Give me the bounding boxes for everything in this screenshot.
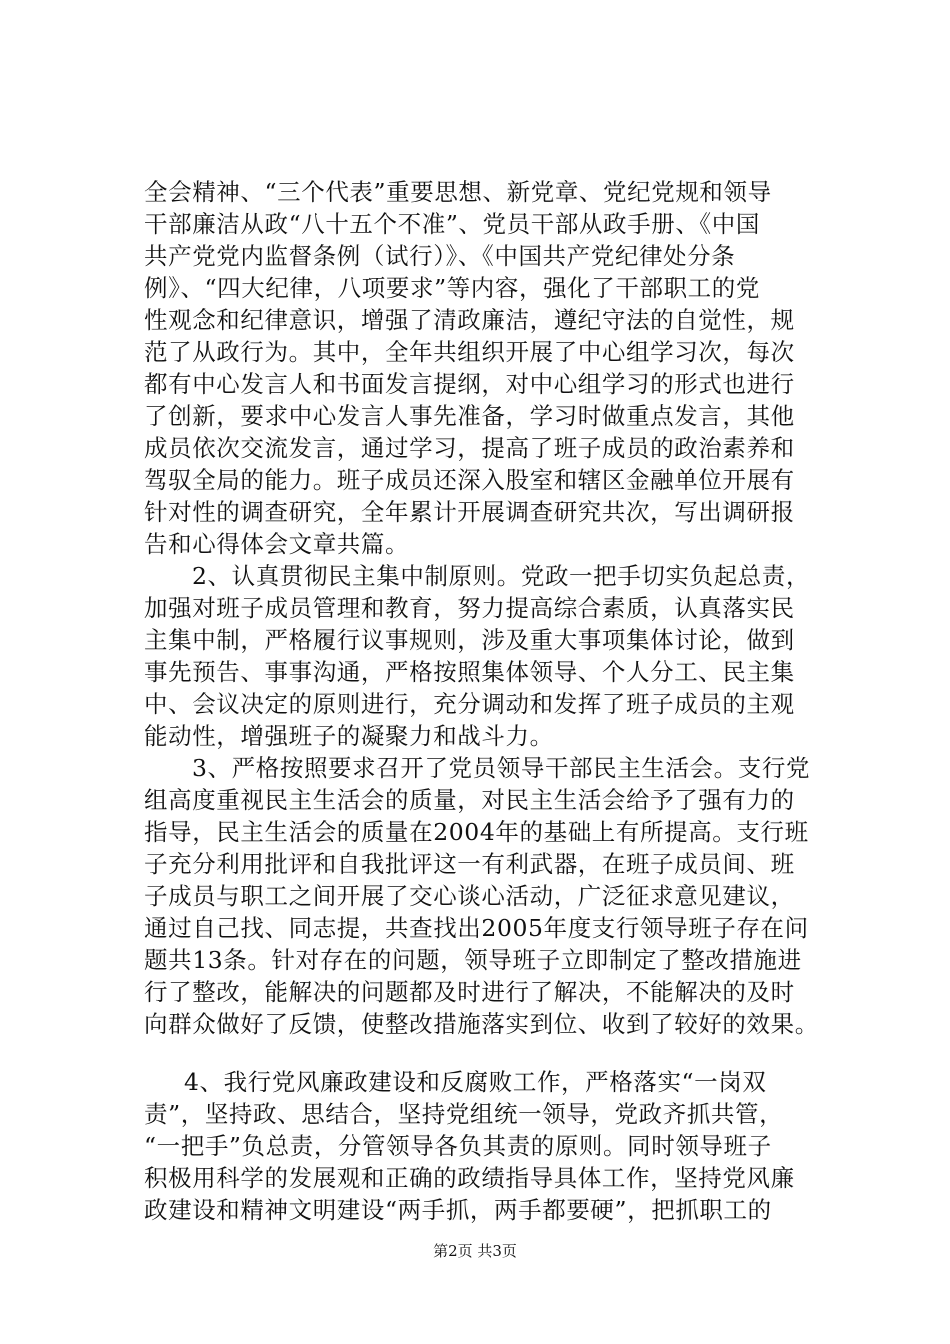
paragraph-line: 积极用科学的发展观和正确的政绩指导具体工作，坚持党风廉 xyxy=(144,1164,795,1192)
paragraph-line: 例》、“四大纪律，八项要求”等内容，强化了干部职工的党 xyxy=(144,274,760,302)
paragraph-line: 告和心得体会文章共篇。 xyxy=(144,530,410,558)
paragraph-line: 题共13条。针对存在的问题，领导班子立即制定了整改措施进 xyxy=(144,946,802,974)
paragraph-line: 全会精神、“三个代表”重要思想、新党章、党纪党规和领导 xyxy=(144,178,772,206)
paragraph-line: 向群众做好了反馈，使整改措施落实到位、收到了较好的效果。 xyxy=(144,1010,819,1038)
paragraph-line: 事先预告、事事沟通，严格按照集体领导、个人分工、民主集 xyxy=(144,658,795,686)
paragraph-line: 能动性，增强班子的凝聚力和战斗力。 xyxy=(144,722,554,750)
paragraph-2-first-line: 2、认真贯彻民主集中制原则。党政一把手切实负起总责， xyxy=(192,562,811,590)
paragraph-line: 行了整改，能解决的问题都及时进行了解决，不能解决的及时 xyxy=(144,978,795,1006)
paragraph-3-first-line: 3、严格按照要求召开了党员领导干部民主生活会。支行党 xyxy=(192,754,811,782)
paragraph-line: 性观念和纪律意识，增强了清政廉洁，遵纪守法的自觉性，规 xyxy=(144,306,795,334)
paragraph-line: 针对性的调查研究，全年累计开展调查研究共次，写出调研报 xyxy=(144,498,795,526)
paragraph-line: 都有中心发言人和书面发言提纲，对中心组学习的形式也进行 xyxy=(144,370,795,398)
paragraph-line: 加强对班子成员管理和教育，努力提高综合素质，认真落实民 xyxy=(144,594,795,622)
paragraph-line: 指导，民主生活会的质量在2004年的基础上有所提高。支行班 xyxy=(144,818,809,846)
paragraph-line: 了创新，要求中心发言人事先准备，学习时做重点发言，其他 xyxy=(144,402,795,430)
paragraph-4-first-line: 4、我行党风廉政建设和反腐败工作，严格落实“一岗双 xyxy=(184,1068,767,1096)
paragraph-line: 政建设和精神文明建设“两手抓，两手都要硬”，把抓职工的 xyxy=(144,1196,772,1224)
page-number-footer: 第2页 共3页 xyxy=(433,1242,517,1260)
paragraph-line: 范了从政行为。其中，全年共组织开展了中心组学习次，每次 xyxy=(144,338,795,366)
paragraph-line: 子充分利用批评和自我批评这一有利武器，在班子成员间、班 xyxy=(144,850,795,878)
paragraph-line: 共产党党内监督条例（试行）》、《中国共产党纪律处分条 xyxy=(144,242,736,270)
paragraph-line: 主集中制，严格履行议事规则，涉及重大事项集体讨论，做到 xyxy=(144,626,795,654)
paragraph-line: 责”，坚持政、思结合，坚持党组统一领导，党政齐抓共管， xyxy=(144,1100,784,1128)
paragraph-line: 通过自己找、同志提，共查找出2005年度支行领导班子存在问 xyxy=(144,914,809,942)
paragraph-line: 干部廉洁从政“八十五个不准”、党员干部从政手册、《中国 xyxy=(144,210,760,238)
paragraph-line: 中、会议决定的原则进行，充分调动和发挥了班子成员的主观 xyxy=(144,690,795,718)
paragraph-line: 成员依次交流发言，通过学习，提高了班子成员的政治素养和 xyxy=(144,434,795,462)
paragraph-line: 驾驭全局的能力。班子成员还深入股室和辖区金融单位开展有 xyxy=(144,466,795,494)
paragraph-line: 子成员与职工之间开展了交心谈心活动，广泛征求意见建议， xyxy=(144,882,795,910)
paragraph-line: “一把手”负总责，分管领导各负其责的原则。同时领导班子 xyxy=(144,1132,772,1160)
paragraph-line: 组高度重视民主生活会的质量，对民主生活会给予了强有力的 xyxy=(144,786,795,814)
